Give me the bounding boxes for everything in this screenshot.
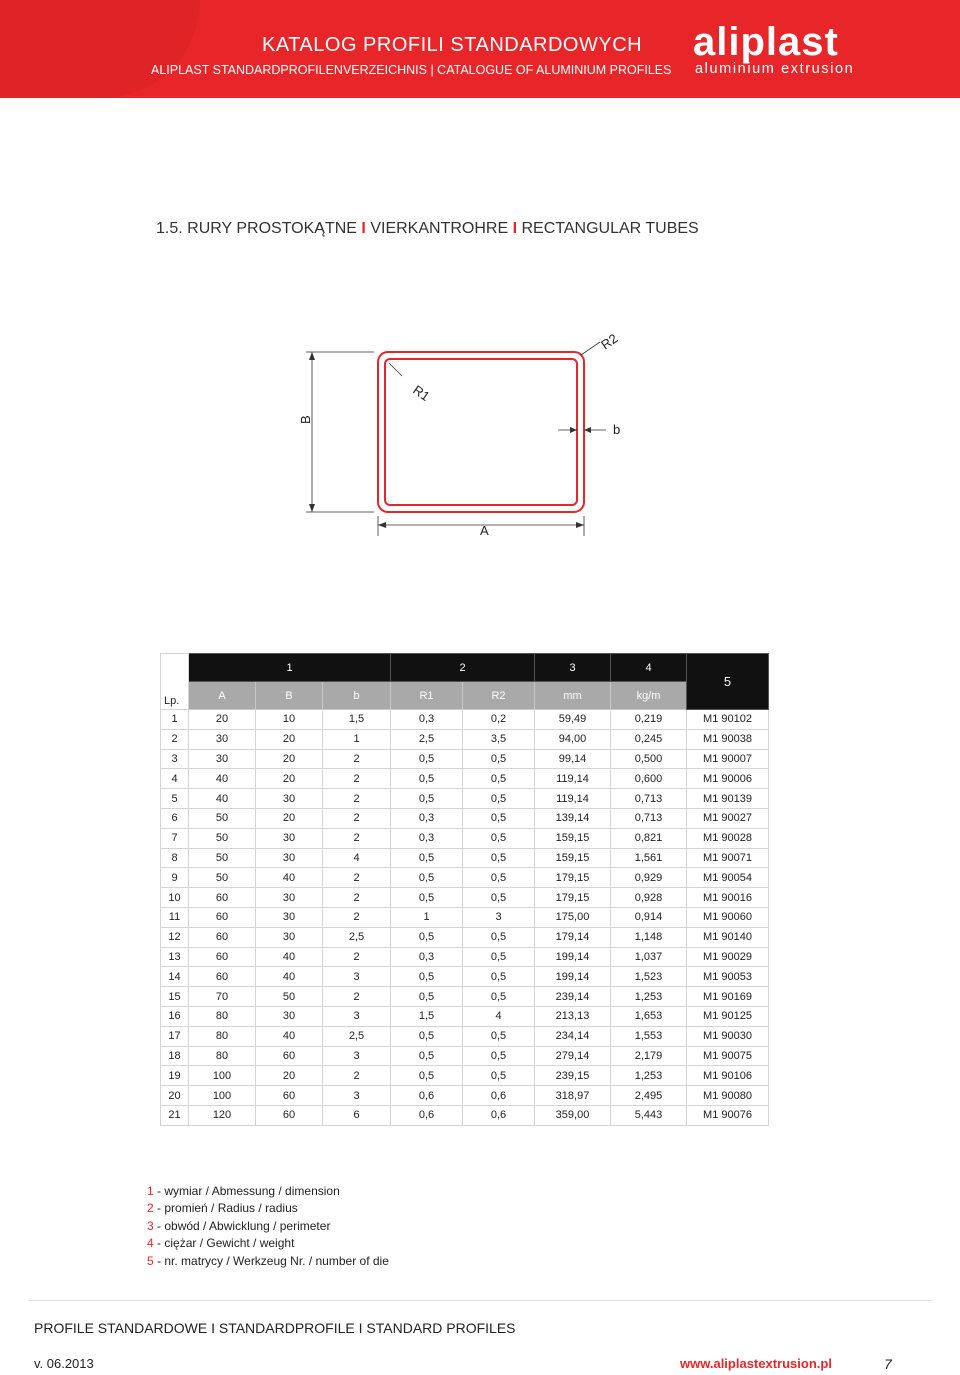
- table-row: [161, 1026, 769, 1046]
- table-cell: 1,5: [323, 710, 391, 730]
- table-row: [161, 1046, 769, 1066]
- table-cell: 30: [189, 749, 256, 769]
- brand-logo: aliplast: [693, 20, 839, 64]
- table-cell: 179,15: [535, 888, 611, 908]
- table-cell: 3: [323, 1046, 391, 1066]
- table-cell: 0,929: [611, 868, 687, 888]
- arrow-icon: [570, 427, 577, 433]
- table-cell: 6: [323, 1105, 391, 1125]
- table-cell: 0,5: [463, 987, 535, 1007]
- page-header: [0, 0, 960, 98]
- arrow-icon: [378, 522, 386, 528]
- column-header: A: [189, 682, 256, 710]
- table-cell: 1: [161, 710, 189, 730]
- table-cell: M1 90054: [687, 868, 769, 888]
- table-cell: 2,495: [611, 1086, 687, 1106]
- table-cell: 100: [189, 1086, 256, 1106]
- table-cell: 10: [161, 888, 189, 908]
- column-header: B: [256, 682, 323, 710]
- table-cell: 0,5: [391, 749, 463, 769]
- footer-divider: [28, 1300, 933, 1301]
- table-cell: 3: [323, 1006, 391, 1026]
- table-cell: 0,5: [463, 749, 535, 769]
- table-cell: 60: [256, 1086, 323, 1106]
- table-cell: 2: [323, 749, 391, 769]
- table-cell: 120: [189, 1105, 256, 1125]
- table-cell: 0,5: [391, 927, 463, 947]
- table-cell: 318,97: [535, 1086, 611, 1106]
- table-cell: 20: [256, 749, 323, 769]
- table-row: [161, 868, 769, 888]
- table-cell: 30: [256, 789, 323, 809]
- column-header: b: [323, 682, 391, 710]
- table-cell: 0,5: [463, 769, 535, 789]
- table-cell: M1 90139: [687, 789, 769, 809]
- table-cell: M1 90007: [687, 749, 769, 769]
- table-cell: 50: [189, 848, 256, 868]
- table-row: [161, 769, 769, 789]
- table-cell: 2: [323, 808, 391, 828]
- table-cell: 239,14: [535, 987, 611, 1007]
- table-cell: 234,14: [535, 1026, 611, 1046]
- table-cell: 60: [189, 967, 256, 987]
- group-header: 5: [687, 654, 769, 710]
- table-cell: 5,443: [611, 1105, 687, 1125]
- page-number: 7: [884, 1356, 892, 1372]
- catalog-subtitle: ALIPLAST STANDARDPROFILENVERZEICHNIS | CATALOGUE OF ALUMINIUM PROFILES: [151, 63, 672, 77]
- table-cell: 2: [323, 888, 391, 908]
- table-cell: 0,713: [611, 789, 687, 809]
- table-cell: 1,253: [611, 1066, 687, 1086]
- table-cell: 159,15: [535, 828, 611, 848]
- table-cell: 2: [323, 828, 391, 848]
- table-cell: 40: [256, 1026, 323, 1046]
- table-cell: 179,15: [535, 868, 611, 888]
- table-cell: 2: [323, 789, 391, 809]
- section-title-pl: RURY PROSTOKĄTNE: [187, 220, 357, 237]
- table-cell: 50: [189, 868, 256, 888]
- table-row: [161, 848, 769, 868]
- table-cell: 3: [323, 1086, 391, 1106]
- table-row: [161, 888, 769, 908]
- table-cell: 4: [161, 769, 189, 789]
- table-cell: 4: [463, 1006, 535, 1026]
- table-cell: 99,14: [535, 749, 611, 769]
- table-cell: 159,15: [535, 848, 611, 868]
- table-row: [161, 1086, 769, 1106]
- table-row: [161, 987, 769, 1007]
- table-row: [161, 808, 769, 828]
- table-cell: 0,3: [391, 710, 463, 730]
- table-cell: 0,5: [391, 789, 463, 809]
- table-cell: 0,5: [391, 1046, 463, 1066]
- leader-line-R1: [389, 363, 402, 376]
- table-cell: 0,5: [463, 808, 535, 828]
- table-cell: 15: [161, 987, 189, 1007]
- table-cell: 40: [256, 947, 323, 967]
- section-title-en: RECTANGULAR TUBES: [521, 220, 699, 237]
- table-cell: 0,5: [463, 947, 535, 967]
- table-cell: 9: [161, 868, 189, 888]
- table-cell: 199,14: [535, 947, 611, 967]
- table-cell: 5: [161, 789, 189, 809]
- table-cell: 3: [323, 967, 391, 987]
- title-separator: I: [361, 220, 366, 237]
- table-cell: 50: [189, 828, 256, 848]
- table-cell: 0,6: [463, 1105, 535, 1125]
- table-cell: 2: [323, 907, 391, 927]
- inner-profile-outline: [385, 359, 577, 505]
- table-cell: 30: [256, 1006, 323, 1026]
- table-cell: 0,5: [463, 828, 535, 848]
- table-cell: 1,523: [611, 967, 687, 987]
- table-cell: M1 90006: [687, 769, 769, 789]
- table-cell: 2: [161, 729, 189, 749]
- arrow-icon: [584, 427, 591, 433]
- table-cell: 0,500: [611, 749, 687, 769]
- table-cell: 0,6: [463, 1086, 535, 1106]
- table-cell: 0,5: [391, 967, 463, 987]
- table-column-header-row: [161, 682, 769, 710]
- table-cell: 2: [323, 987, 391, 1007]
- table-cell: M1 90106: [687, 1066, 769, 1086]
- table-cell: 60: [189, 888, 256, 908]
- table-cell: 0,5: [463, 868, 535, 888]
- table-row: [161, 729, 769, 749]
- table-cell: 1,037: [611, 947, 687, 967]
- table-cell: 100: [189, 1066, 256, 1086]
- table-cell: 59,49: [535, 710, 611, 730]
- table-cell: 119,14: [535, 789, 611, 809]
- legend-item: 3 - obwód / Abwicklung / perimeter: [147, 1218, 331, 1233]
- table-cell: 60: [256, 1105, 323, 1125]
- table-cell: 2,179: [611, 1046, 687, 1066]
- website-link[interactable]: www.aliplastextrusion.pl: [680, 1356, 832, 1371]
- table-cell: 0,3: [391, 947, 463, 967]
- table-cell: 0,928: [611, 888, 687, 908]
- legend: [147, 1183, 389, 1270]
- table-cell: M1 90169: [687, 987, 769, 1007]
- table-cell: 0,3: [391, 808, 463, 828]
- table-cell: 0,821: [611, 828, 687, 848]
- table-row: [161, 1006, 769, 1026]
- table-cell: 0,914: [611, 907, 687, 927]
- table-cell: M1 90125: [687, 1006, 769, 1026]
- table-cell: 139,14: [535, 808, 611, 828]
- label-R2: R2: [598, 330, 621, 353]
- table-cell: 94,00: [535, 729, 611, 749]
- label-A: A: [480, 523, 489, 538]
- label-R1: R1: [410, 382, 433, 404]
- table-cell: M1 90027: [687, 808, 769, 828]
- version-label: v. 06.2013: [34, 1356, 94, 1371]
- brand-tagline: aluminium extrusion: [695, 61, 855, 77]
- table-cell: 1: [391, 907, 463, 927]
- table-cell: 359,00: [535, 1105, 611, 1125]
- table-cell: 0,6: [391, 1105, 463, 1125]
- table-cell: 1: [323, 729, 391, 749]
- table-cell: 60: [256, 1046, 323, 1066]
- arrow-icon: [576, 522, 584, 528]
- table-row: [161, 1066, 769, 1086]
- table-cell: 0,5: [391, 769, 463, 789]
- table-cell: M1 90060: [687, 907, 769, 927]
- catalog-title: KATALOG PROFILI STANDARDOWYCH: [262, 34, 643, 56]
- table-cell: 80: [189, 1006, 256, 1026]
- table-cell: 0,5: [463, 927, 535, 947]
- footer-title: PROFILE STANDARDOWE I STANDARDPROFILE I STANDARD PROFILES: [34, 1320, 516, 1336]
- table-cell: 0,5: [391, 888, 463, 908]
- table-row: [161, 828, 769, 848]
- table-cell: 30: [256, 848, 323, 868]
- table-cell: 20: [256, 729, 323, 749]
- table-cell: 0,600: [611, 769, 687, 789]
- table-cell: 0,2: [463, 710, 535, 730]
- table-cell: M1 90030: [687, 1026, 769, 1046]
- table-row: [161, 907, 769, 927]
- table-cell: 30: [256, 828, 323, 848]
- table-cell: M1 90140: [687, 927, 769, 947]
- table-cell: 0,5: [463, 967, 535, 987]
- table-cell: 1,5: [391, 1006, 463, 1026]
- lp-header-cell: [161, 654, 189, 710]
- table-cell: 80: [189, 1026, 256, 1046]
- table-cell: 20: [189, 710, 256, 730]
- table-cell: 20: [161, 1086, 189, 1106]
- section-number: 1.5.: [156, 220, 183, 237]
- table-cell: 40: [189, 789, 256, 809]
- table-row: [161, 710, 769, 730]
- table-cell: 21: [161, 1105, 189, 1125]
- table-cell: 2: [323, 769, 391, 789]
- table-row: [161, 967, 769, 987]
- table-cell: 70: [189, 987, 256, 1007]
- table-cell: 0,5: [463, 1046, 535, 1066]
- table-cell: 30: [256, 927, 323, 947]
- table-cell: 175,00: [535, 907, 611, 927]
- table-cell: 2,5: [323, 1026, 391, 1046]
- legend-item: 2 - promień / Radius / radius: [147, 1201, 298, 1216]
- table-cell: 6: [161, 808, 189, 828]
- table-cell: 1,553: [611, 1026, 687, 1046]
- table-cell: 179,14: [535, 927, 611, 947]
- table-cell: 60: [189, 927, 256, 947]
- table-cell: 30: [256, 888, 323, 908]
- table-cell: 1,148: [611, 927, 687, 947]
- table-cell: 12: [161, 927, 189, 947]
- table-cell: 1,653: [611, 1006, 687, 1026]
- leader-line-R2: [581, 342, 600, 355]
- column-header: mm: [535, 682, 611, 710]
- table-cell: 213,13: [535, 1006, 611, 1026]
- section-title-de: VIERKANTROHRE: [370, 220, 509, 237]
- table-cell: 18: [161, 1046, 189, 1066]
- table-cell: 50: [256, 987, 323, 1007]
- column-header: R2: [463, 682, 535, 710]
- table-cell: M1 90038: [687, 729, 769, 749]
- table-cell: 17: [161, 1026, 189, 1046]
- lp-header: Lp.: [164, 695, 180, 707]
- group-header: 3: [535, 654, 611, 682]
- table-cell: 20: [256, 1066, 323, 1086]
- table-row: [161, 789, 769, 809]
- table-cell: 0,3: [391, 828, 463, 848]
- tube-cross-section-diagram: [290, 320, 650, 550]
- table-cell: 30: [189, 729, 256, 749]
- legend-item: 5 - nr. matrycy / Werkzeug Nr. / number of die: [147, 1253, 389, 1268]
- table-cell: 20: [256, 808, 323, 828]
- table-cell: 2: [323, 947, 391, 967]
- table-row: [161, 947, 769, 967]
- table-cell: 60: [189, 907, 256, 927]
- table-cell: 80: [189, 1046, 256, 1066]
- table-cell: 0,5: [463, 888, 535, 908]
- table-cell: 13: [161, 947, 189, 967]
- group-header: 2: [391, 654, 535, 682]
- table-cell: 60: [189, 947, 256, 967]
- table-cell: 3,5: [463, 729, 535, 749]
- table-cell: 40: [189, 769, 256, 789]
- table-cell: 0,5: [463, 1026, 535, 1046]
- table-cell: 14: [161, 967, 189, 987]
- table-cell: 0,5: [463, 848, 535, 868]
- section-title: [156, 220, 699, 238]
- table-cell: 0,219: [611, 710, 687, 730]
- table-row: [161, 927, 769, 947]
- table-cell: 11: [161, 907, 189, 927]
- outer-profile-outline: [378, 352, 584, 512]
- table-cell: 1,561: [611, 848, 687, 868]
- table-cell: 0,5: [391, 1066, 463, 1086]
- profiles-table: [160, 653, 769, 1126]
- table-cell: 40: [256, 967, 323, 987]
- column-header: R1: [391, 682, 463, 710]
- table-cell: M1 90075: [687, 1046, 769, 1066]
- table-cell: 2: [323, 868, 391, 888]
- table-cell: 119,14: [535, 769, 611, 789]
- table-row: [161, 749, 769, 769]
- table-cell: M1 90016: [687, 888, 769, 908]
- arrow-icon: [309, 504, 315, 512]
- table-cell: 0,5: [391, 868, 463, 888]
- column-header: kg/m: [611, 682, 687, 710]
- label-b: b: [613, 422, 621, 437]
- table-cell: 0,713: [611, 808, 687, 828]
- table-cell: M1 90053: [687, 967, 769, 987]
- table-cell: 279,14: [535, 1046, 611, 1066]
- table-cell: 3: [161, 749, 189, 769]
- group-header: 1: [189, 654, 391, 682]
- table-cell: 0,6: [391, 1086, 463, 1106]
- legend-item: 1 - wymiar / Abmessung / dimension: [147, 1184, 340, 1198]
- table-group-header-row: [161, 654, 769, 682]
- table-cell: 19: [161, 1066, 189, 1086]
- header-decoration: [0, 0, 200, 98]
- table-cell: 0,5: [391, 987, 463, 1007]
- table-cell: M1 90071: [687, 848, 769, 868]
- table-cell: 0,245: [611, 729, 687, 749]
- title-separator: I: [512, 220, 518, 237]
- label-B: B: [298, 415, 313, 424]
- table-cell: M1 90028: [687, 828, 769, 848]
- table-cell: 4: [323, 848, 391, 868]
- table-cell: 1,253: [611, 987, 687, 1007]
- table-row: [161, 1105, 769, 1125]
- table-cell: 16: [161, 1006, 189, 1026]
- legend-item: 4 - ciężar / Gewicht / weight: [147, 1236, 295, 1251]
- table-cell: M1 90029: [687, 947, 769, 967]
- table-cell: 50: [189, 808, 256, 828]
- table-cell: M1 90102: [687, 710, 769, 730]
- table-cell: 0,5: [391, 848, 463, 868]
- table-cell: 30: [256, 907, 323, 927]
- table-cell: 199,14: [535, 967, 611, 987]
- table-cell: 0,5: [391, 1026, 463, 1046]
- table-cell: 20: [256, 769, 323, 789]
- group-header: 4: [611, 654, 687, 682]
- table-body: [161, 710, 769, 1126]
- table-cell: 40: [256, 868, 323, 888]
- table-cell: 0,5: [463, 789, 535, 809]
- table-cell: 2: [323, 1066, 391, 1086]
- arrow-icon: [309, 352, 315, 360]
- table-cell: 10: [256, 710, 323, 730]
- table-cell: M1 90076: [687, 1105, 769, 1125]
- table-cell: 2,5: [391, 729, 463, 749]
- table-cell: M1 90080: [687, 1086, 769, 1106]
- table-cell: 3: [463, 907, 535, 927]
- table-cell: 0,5: [463, 1066, 535, 1086]
- table-cell: 7: [161, 828, 189, 848]
- table-cell: 8: [161, 848, 189, 868]
- table-cell: 2,5: [323, 927, 391, 947]
- table-cell: 239,15: [535, 1066, 611, 1086]
